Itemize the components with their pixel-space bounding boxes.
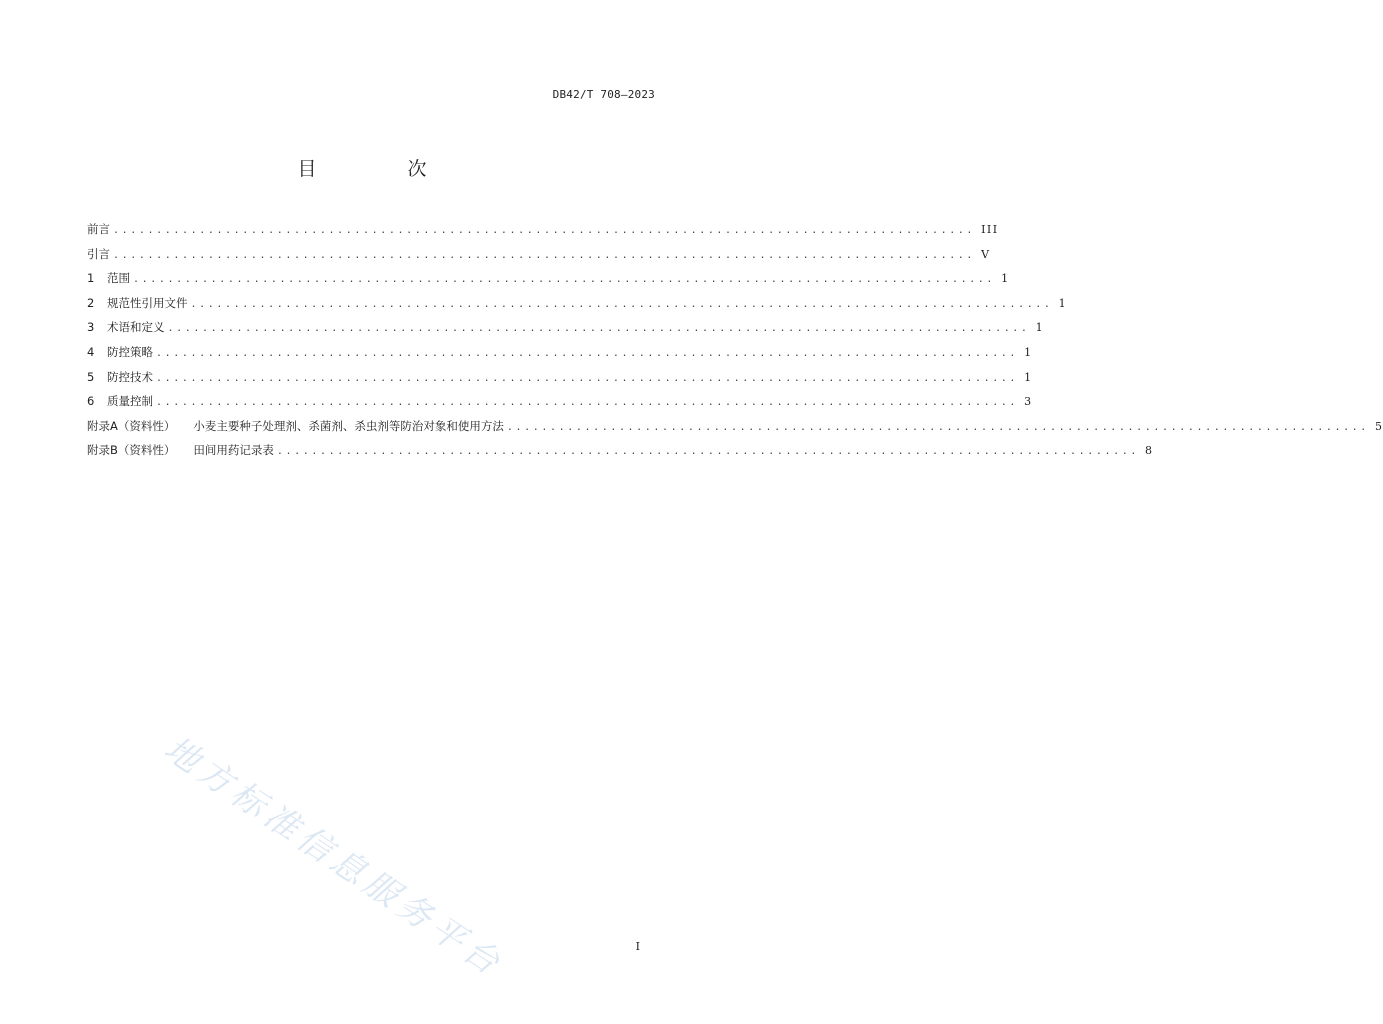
toc-section-number: 1 bbox=[87, 271, 95, 286]
watermark: 地方标准信息服务平台 bbox=[156, 728, 511, 986]
toc-label: 前言 bbox=[87, 222, 110, 236]
toc-label: 范围 bbox=[107, 271, 130, 286]
toc-page-number: 8 bbox=[1144, 444, 1154, 458]
toc-entry-foreword[interactable] bbox=[87, 219, 999, 244]
appendix-prefix: 附录A（资料性） bbox=[87, 418, 176, 433]
toc-label: 质量控制 bbox=[107, 394, 153, 409]
toc-page-number: 1 bbox=[1024, 345, 1033, 359]
toc-title: 目 次 bbox=[297, 158, 463, 180]
toc-leader: .................................................................................................... bbox=[156, 372, 1019, 384]
toc-label: 术语和定义 bbox=[107, 320, 165, 335]
toc-section-number: 6 bbox=[87, 394, 95, 409]
toc-leader: .................................................................................................... bbox=[506, 421, 1369, 433]
toc-section-number: 2 bbox=[87, 295, 95, 310]
toc-leader: .................................................................................................... bbox=[167, 323, 1030, 335]
toc-entry-scope[interactable] bbox=[87, 268, 1010, 293]
toc-label: 田间用药记录表 bbox=[193, 443, 274, 458]
toc-entry-terms[interactable] bbox=[87, 317, 1045, 342]
toc-entry-normative-references[interactable] bbox=[87, 293, 1068, 318]
toc-page-number: 1 bbox=[1024, 370, 1033, 384]
toc-label: 引言 bbox=[87, 246, 110, 261]
toc-page-number: V bbox=[981, 247, 991, 261]
toc-entry-introduction[interactable] bbox=[87, 244, 991, 269]
toc-leader: .................................................................................................... bbox=[156, 347, 1019, 359]
toc-leader: .................................................................................................... bbox=[276, 446, 1139, 458]
toc-leader: .................................................................................................... bbox=[113, 249, 976, 261]
toc-page-number: 5 bbox=[1374, 419, 1383, 433]
toc-section-number: 3 bbox=[87, 320, 95, 335]
toc-leader: .................................................................................................... bbox=[156, 397, 1019, 409]
toc-page-number: 3 bbox=[1024, 395, 1033, 409]
toc-entry-appendix-a[interactable] bbox=[87, 416, 1383, 441]
toc-leader: .................................................................................................... bbox=[113, 225, 976, 236]
toc-leader: .................................................................................................... bbox=[133, 274, 996, 286]
toc-entry-quality-control[interactable] bbox=[87, 391, 1033, 416]
toc-page-number: III bbox=[981, 223, 999, 236]
toc-label: 防控技术 bbox=[107, 369, 153, 384]
toc-leader: .................................................................................................... bbox=[190, 298, 1053, 310]
page-number: I bbox=[635, 940, 640, 953]
toc-entry-control-technology[interactable] bbox=[87, 367, 1033, 392]
toc-page-number: 1 bbox=[1001, 272, 1010, 286]
toc-label: 小麦主要种子处理剂、杀菌剂、杀虫剂等防治对象和使用方法 bbox=[193, 418, 504, 433]
table-of-contents bbox=[87, 219, 1383, 465]
toc-label: 规范性引用文件 bbox=[107, 295, 188, 310]
toc-page-number: 1 bbox=[1035, 321, 1045, 335]
toc-section-number: 4 bbox=[87, 344, 95, 359]
toc-page-number: 1 bbox=[1058, 296, 1068, 310]
toc-label: 防控策略 bbox=[107, 344, 153, 359]
toc-entry-control-strategy[interactable] bbox=[87, 342, 1033, 367]
appendix-prefix: 附录B（资料性） bbox=[87, 443, 176, 458]
toc-entry-appendix-b[interactable] bbox=[87, 440, 1154, 465]
document-code: DB42/T 708—2023 bbox=[552, 88, 655, 101]
toc-section-number: 5 bbox=[87, 369, 95, 384]
